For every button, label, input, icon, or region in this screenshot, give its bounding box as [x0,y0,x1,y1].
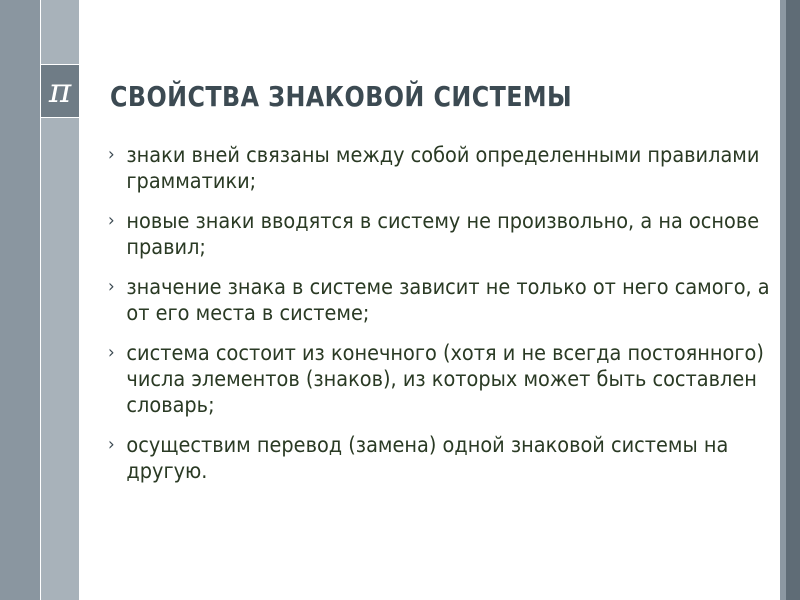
bullet-item [108,142,770,194]
bullet-text: осуществим перевод (замена) одной знаковой системы на другую. [126,433,729,483]
bullet-arrow-icon: › [108,276,115,297]
pi-icon [40,64,80,118]
left-decorative-band [0,0,40,600]
bullet-item [108,432,770,484]
bullet-text: знаки вней связаны между собой определенными правилами грамматики; [126,143,760,193]
slide-title: СВОЙСТВА ЗНАКОВОЙ СИСТЕМЫ [110,80,573,113]
bullet-text: новые знаки вводятся в систему не произвольно, а на основе правил; [126,209,760,259]
bullet-arrow-icon: › [108,144,115,165]
bullet-arrow-icon: › [108,342,115,363]
bullet-item [108,340,770,418]
right-decorative-band [786,0,800,600]
bullet-list [108,142,768,498]
bullet-text: система состоит из конечного (хотя и не всегда постоянного) числа элементов (знаков), из которых может быть составлен словарь; [126,341,764,417]
pi-symbol: π [48,71,72,111]
bullet-arrow-icon: › [108,434,115,455]
bullet-item [108,208,770,260]
bullet-text: значение знака в системе зависит не только от него самого, а от его места в системе; [126,275,770,325]
bullet-item [108,274,770,326]
bullet-arrow-icon: › [108,210,115,231]
